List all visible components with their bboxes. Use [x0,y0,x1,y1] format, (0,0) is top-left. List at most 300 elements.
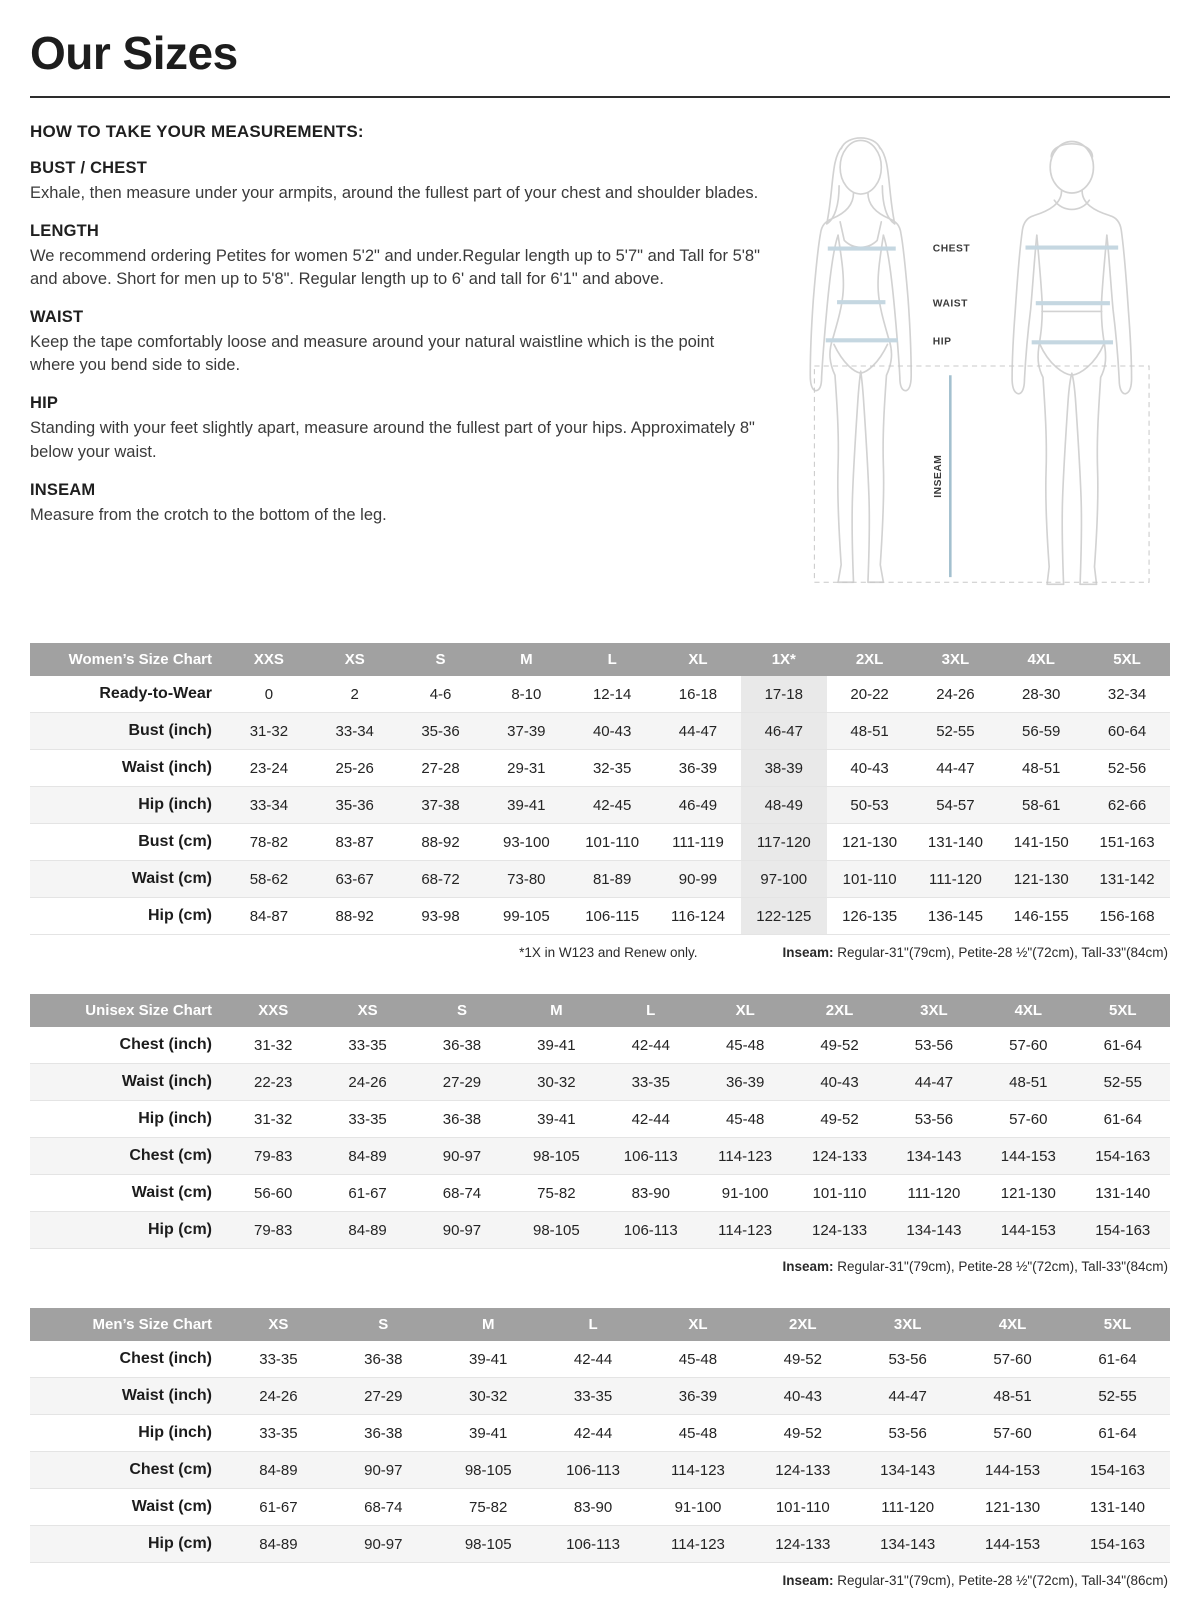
size-value-cell: 57-60 [1009,1036,1048,1054]
size-value-cell: 106-115 [585,907,640,925]
size-value-cell: 53-56 [914,1036,954,1054]
size-value-cell: 81-89 [592,870,632,888]
row-label: Bust (cm) [138,833,212,850]
row-label: Chest (inch) [119,1036,212,1053]
size-value-cell: 27-29 [364,1387,403,1405]
measure-section-title: BUST / CHEST [30,159,147,177]
size-value-cell: 75-82 [537,1184,576,1202]
size-column-header: XXS [226,643,312,676]
row-label: Waist (inch) [121,759,212,776]
size-value-cell: 56-60 [254,1184,293,1202]
size-chart-table [30,1308,1170,1563]
size-value-cell: 156-168 [1099,907,1155,925]
size-value-cell: 141-150 [1013,833,1069,851]
mens-size-chart-section [30,1308,1170,1588]
size-value-cell: 106-113 [623,1147,678,1165]
size-chart-table [30,643,1170,935]
size-value-cell: 114-123 [718,1147,773,1165]
size-value-cell: 97-100 [741,861,827,898]
measurement-row [30,1212,1170,1249]
size-value-cell: 48-51 [1022,759,1061,777]
size-value-cell: 53-56 [888,1424,927,1442]
size-value-cell: 117-120 [741,824,827,861]
size-value-cell: 33-35 [259,1350,298,1368]
size-value-cell: 48-51 [1009,1073,1048,1091]
unisex-size-chart-section [30,994,1170,1274]
size-header-row [30,643,1170,676]
size-column-header: 2XL [750,1308,855,1341]
size-value-cell: 57-60 [993,1424,1032,1442]
size-value-cell: 22-23 [254,1073,293,1091]
size-value-cell: 40-43 [592,722,632,740]
size-value-cell: 134-143 [880,1461,936,1479]
size-value-cell: 88-92 [335,907,374,925]
size-value-cell: 63-67 [335,870,374,888]
size-value-cell: 90-97 [364,1535,403,1553]
measure-section-title: LENGTH [30,222,100,241]
measure-section-title: WAIST [30,308,84,327]
size-column-header: XS [320,994,414,1027]
size-value-cell: 33-35 [259,1424,298,1442]
size-value-cell: 88-92 [421,833,460,851]
size-value-cell: 53-56 [914,1110,954,1128]
size-value-cell: 20-22 [850,685,889,703]
size-value-cell: 90-97 [442,1221,482,1239]
size-value-cell: 52-56 [1107,759,1147,777]
woman-figure-outline [810,138,911,582]
size-value-cell: 98-105 [533,1147,580,1165]
size-value-cell: 61-64 [1103,1110,1142,1128]
inseam-diagram-label: INSEAM [933,454,945,498]
measure-section-body: We recommend ordering Petites for women 5'2" and under.Regular length up to 5'7" and Tall for 5'8" and above. Short for men up to 5'8". Regular length up to 6' and tall for 6'1" and above. [30,247,760,289]
size-column-header: XXS [226,994,320,1027]
measurement-row [30,1138,1170,1175]
size-column-header: 5XL [1084,643,1170,676]
size-value-cell: 99-105 [502,907,550,925]
size-value-cell: 33-34 [249,796,289,814]
size-value-cell: 50-53 [850,796,889,814]
measurement-row [30,1378,1170,1415]
size-value-cell: 106-113 [566,1461,621,1479]
size-value-cell: 0 [264,685,274,703]
size-value-cell: 31-32 [249,722,289,740]
size-value-cell: 35-36 [421,722,460,740]
size-header-row [30,1308,1170,1341]
row-label: Hip (inch) [138,1110,212,1127]
size-column-header: 5XL [1065,1308,1170,1341]
row-label: Waist (inch) [121,1387,212,1404]
size-value-cell: 91-100 [721,1184,769,1202]
size-column-header: 4XL [998,643,1084,676]
size-value-cell: 114-123 [670,1461,725,1479]
size-value-cell: 144-153 [1000,1147,1056,1165]
size-value-cell: 49-52 [820,1110,859,1128]
size-column-header: XS [226,1308,331,1341]
size-value-cell: 49-52 [783,1350,822,1368]
size-value-cell: 68-74 [442,1184,482,1202]
size-value-cell: 101-110 [585,833,640,851]
size-value-cell: 122-125 [741,898,827,935]
size-value-cell: 42-44 [573,1350,613,1368]
size-value-cell: 111-119 [672,833,724,851]
size-value-cell: 44-47 [914,1073,954,1091]
table-title: Unisex Size Chart [30,994,226,1027]
table-title: Women’s Size Chart [30,643,226,676]
size-value-cell: 48-51 [850,722,889,740]
size-value-cell: 38-39 [741,750,827,787]
measure-section-title: INSEAM [30,480,96,499]
measurement-row [30,1101,1170,1138]
measurement-row [30,750,1170,787]
size-column-header: XL [655,643,741,676]
size-value-cell: 46-49 [678,796,718,814]
footnote-inseam-note: Inseam: Regular-31"(79cm), Petite-28 ½"(72cm), Tall-33"(84cm) [782,1259,1168,1274]
size-value-cell: 57-60 [1009,1110,1048,1128]
size-value-cell: 32-35 [592,759,632,777]
size-value-cell: 29-31 [507,759,546,777]
size-value-cell: 124-133 [775,1461,831,1479]
how-to-heading: HOW TO TAKE YOUR MEASUREMENTS: [30,122,364,141]
table-title: Men’s Size Chart [30,1308,226,1341]
size-value-cell: 33-35 [348,1036,387,1054]
measure-section-bust-chest [30,159,760,205]
size-value-cell: 131-140 [1095,1184,1151,1202]
size-value-cell: 24-26 [259,1387,298,1405]
title-divider [30,96,1170,98]
size-value-cell: 37-39 [507,722,546,740]
size-value-cell: 131-140 [927,833,983,851]
size-column-header: 5XL [1076,994,1170,1027]
size-value-cell: 46-47 [741,713,827,750]
size-value-cell: 90-97 [442,1147,482,1165]
size-value-cell: 106-113 [566,1535,621,1553]
row-label: Hip (inch) [138,1424,212,1441]
size-value-cell: 131-142 [1099,870,1155,888]
size-value-cell: 61-67 [348,1184,387,1202]
size-value-cell: 121-130 [985,1498,1041,1516]
size-value-cell: 114-123 [670,1535,725,1553]
size-value-cell: 24-26 [348,1073,387,1091]
size-value-cell: 93-98 [421,907,460,925]
measure-section-body: Measure from the crotch to the bottom of the leg. [30,505,387,524]
size-value-cell: 111-120 [881,1498,935,1516]
size-value-cell: 68-74 [364,1498,403,1516]
size-value-cell: 52-55 [1098,1387,1137,1405]
size-value-cell: 36-38 [364,1424,403,1442]
row-label: Hip (cm) [148,907,212,924]
size-column-header: 2XL [792,994,886,1027]
size-column-header: M [483,643,569,676]
size-value-cell: 45-48 [678,1350,718,1368]
size-value-cell: 90-97 [364,1461,403,1479]
size-value-cell: 42-44 [573,1424,613,1442]
size-value-cell: 42-45 [592,796,632,814]
measurement-row [30,824,1170,861]
size-column-header: S [331,1308,436,1341]
size-value-cell: 61-64 [1103,1036,1142,1054]
size-value-cell: 84-87 [249,907,289,925]
size-value-cell: 83-87 [335,833,374,851]
size-value-cell: 83-90 [631,1184,670,1202]
size-value-cell: 45-48 [725,1110,765,1128]
size-value-cell: 39-41 [537,1036,576,1054]
size-column-header: L [604,994,698,1027]
size-value-cell: 28-30 [1022,685,1061,703]
size-value-cell: 144-153 [985,1461,1041,1479]
row-label: Chest (inch) [119,1350,212,1367]
size-column-header: M [509,994,603,1027]
measurement-row [30,1415,1170,1452]
chest-diagram-label: CHEST [932,243,971,255]
size-value-cell: 36-38 [442,1110,482,1128]
size-value-cell: 146-155 [1013,907,1069,925]
measurement-instructions-area [30,122,1170,613]
size-value-cell: 91-100 [674,1498,722,1516]
row-label: Chest (cm) [129,1147,212,1164]
size-value-cell: 57-60 [993,1350,1032,1368]
size-value-cell: 121-130 [1000,1184,1056,1202]
size-value-cell: 75-82 [469,1498,508,1516]
size-value-cell: 56-59 [1022,722,1061,740]
size-value-cell: 134-143 [880,1535,936,1553]
size-value-cell: 101-110 [812,1184,867,1202]
size-column-header: S [398,643,484,676]
size-value-cell: 90-99 [678,870,718,888]
size-value-cell: 36-39 [725,1073,765,1091]
size-value-cell: 4-6 [429,685,452,703]
size-value-cell: 121-130 [842,833,898,851]
size-value-cell: 98-105 [533,1221,580,1239]
size-value-cell: 84-89 [259,1535,298,1553]
size-value-cell: 33-34 [335,722,374,740]
row-label: Ready-to-Wear [99,685,212,702]
size-value-cell: 154-163 [1095,1147,1151,1165]
size-value-cell: 98-105 [464,1461,512,1479]
size-value-cell: 40-43 [783,1387,822,1405]
womens-size-chart-section [30,643,1170,960]
size-value-cell: 68-72 [421,870,460,888]
size-value-cell: 101-110 [775,1498,830,1516]
size-value-cell: 39-41 [469,1424,508,1442]
size-value-cell: 24-26 [936,685,975,703]
size-value-cell: 114-123 [718,1221,773,1239]
size-value-cell: 134-143 [906,1147,962,1165]
size-column-header: 3XL [855,1308,960,1341]
size-value-cell: 44-47 [936,759,975,777]
table-footnotes [30,945,1168,960]
size-value-cell: 60-64 [1107,722,1147,740]
size-value-cell: 42-44 [631,1036,670,1054]
size-column-header: L [569,643,655,676]
size-value-cell: 61-64 [1098,1350,1137,1368]
row-label: Hip (cm) [148,1221,212,1238]
hip-diagram-label: HIP [932,336,952,348]
row-label: Waist (inch) [121,1073,212,1090]
size-value-cell: 48-51 [993,1387,1032,1405]
measure-section-body: Exhale, then measure under your armpits, around the fullest part of your chest and shoulder blades. [30,184,759,202]
table-footnotes [30,1573,1168,1588]
size-value-cell: 23-24 [249,759,289,777]
size-value-cell: 62-66 [1107,796,1147,814]
size-value-cell: 36-39 [678,759,718,777]
size-header-row [30,994,1170,1027]
size-value-cell: 84-89 [259,1461,298,1479]
size-value-cell: 36-39 [678,1387,718,1405]
size-value-cell: 58-61 [1022,796,1061,814]
footnote-inseam-note: Inseam: Regular-31"(79cm), Petite-28 ½"(72cm), Tall-33"(84cm) [782,945,1168,960]
measurement-row [30,898,1170,935]
size-chart-table [30,994,1170,1249]
size-column-header: XS [312,643,398,676]
size-value-cell: 52-55 [1103,1073,1142,1091]
size-value-cell: 39-41 [507,796,546,814]
measure-section-title: HIP [30,394,59,413]
size-value-cell: 36-38 [442,1036,482,1054]
size-value-cell: 106-113 [623,1221,678,1239]
size-value-cell: 124-133 [812,1221,868,1239]
size-value-cell: 151-163 [1099,833,1155,851]
size-value-cell: 45-48 [725,1036,765,1054]
size-value-cell: 79-83 [254,1221,293,1239]
footnote-asterisk-note: *1X in W123 and Renew only. [519,945,698,960]
size-column-header: M [436,1308,541,1341]
measurement-row [30,1175,1170,1212]
row-label: Bust (inch) [128,722,212,739]
size-value-cell: 154-163 [1095,1221,1151,1239]
size-value-cell: 73-80 [507,870,546,888]
size-value-cell: 42-44 [631,1110,670,1128]
size-value-cell: 36-38 [364,1350,403,1368]
size-value-cell: 30-32 [469,1387,508,1405]
measure-section-length [30,222,760,291]
size-value-cell: 79-83 [254,1147,293,1165]
instructions-column [30,122,778,527]
measurement-row [30,1341,1170,1378]
size-value-cell: 83-90 [573,1498,613,1516]
size-value-cell: 48-49 [741,787,827,824]
measurement-row [30,1489,1170,1526]
size-column-header: 4XL [960,1308,1065,1341]
size-value-cell: 12-14 [592,685,632,703]
footnote-inseam-note: Inseam: Regular-31"(79cm), Petite-28 ½"(72cm), Tall-34"(86cm) [782,1573,1168,1588]
row-label: Chest (cm) [129,1461,212,1478]
measurement-row [30,1064,1170,1101]
row-label: Waist (cm) [131,1498,212,1515]
measurement-row [30,713,1170,750]
page-title: Our Sizes [30,27,238,79]
size-value-cell: 25-26 [335,759,374,777]
size-value-cell: 27-29 [442,1073,482,1091]
size-value-cell: 101-110 [842,870,897,888]
row-label: Waist (cm) [131,1184,212,1201]
size-column-header: 3XL [887,994,981,1027]
size-value-cell: 111-120 [907,1184,961,1202]
measure-section-hip [30,394,760,463]
size-value-cell: 35-36 [335,796,374,814]
size-value-cell: 45-48 [678,1424,718,1442]
row-label: Hip (inch) [138,796,212,813]
size-value-cell: 134-143 [906,1221,962,1239]
size-value-cell: 58-62 [249,870,289,888]
measurement-row [30,1526,1170,1563]
size-value-cell: 40-43 [850,759,889,777]
size-value-cell: 54-57 [936,796,975,814]
waist-diagram-label: WAIST [932,298,968,310]
measurement-lines [826,248,1118,343]
size-column-header: 2XL [827,643,913,676]
size-value-cell: 131-140 [1089,1498,1146,1516]
size-column-header: XL [698,994,792,1027]
size-value-cell: 16-18 [678,685,718,703]
size-value-cell: 39-41 [469,1350,508,1368]
size-value-cell: 49-52 [783,1424,822,1442]
size-column-header: L [541,1308,646,1341]
size-column-header: S [415,994,509,1027]
size-value-cell: 44-47 [888,1387,927,1405]
size-value-cell: 49-52 [820,1036,859,1054]
size-value-cell: 121-130 [1013,870,1069,888]
size-value-cell: 98-105 [464,1535,512,1553]
measurement-row [30,1027,1170,1064]
measurement-row [30,676,1170,713]
measurement-row [30,1452,1170,1489]
size-column-header: XL [646,1308,751,1341]
size-column-header: 3XL [913,643,999,676]
size-value-cell: 61-67 [259,1498,298,1516]
size-value-cell: 32-34 [1107,685,1147,703]
measure-section-waist [30,308,760,377]
size-column-header: 1X* [741,643,827,676]
size-value-cell: 154-163 [1089,1461,1146,1479]
size-value-cell: 136-145 [927,907,983,925]
row-label: Waist (cm) [131,870,212,887]
size-value-cell: 154-163 [1089,1535,1146,1553]
size-value-cell: 33-35 [631,1073,670,1091]
size-value-cell: 93-100 [502,833,550,851]
size-value-cell: 144-153 [1000,1221,1056,1239]
size-value-cell: 61-64 [1098,1424,1137,1442]
measure-section-body: Standing with your feet slightly apart, measure around the fullest part of your hips. Approximately 8" below your waist. [30,419,755,461]
size-value-cell: 124-133 [812,1147,868,1165]
size-value-cell: 53-56 [888,1350,927,1368]
size-value-cell: 8-10 [511,685,542,703]
size-value-cell: 31-32 [254,1036,293,1054]
size-value-cell: 78-82 [249,833,289,851]
size-value-cell: 37-38 [421,796,460,814]
size-value-cell: 52-55 [936,722,975,740]
measurement-row [30,787,1170,824]
man-figure-outline [1012,142,1131,585]
size-value-cell: 116-124 [671,907,725,925]
table-footnotes [30,1259,1168,1274]
size-value-cell: 27-28 [421,759,460,777]
measurement-row [30,861,1170,898]
size-value-cell: 2 [350,685,359,703]
size-value-cell: 84-89 [348,1221,387,1239]
size-value-cell: 39-41 [537,1110,576,1128]
measure-section-inseam [30,481,760,527]
measure-section-body: Keep the tape comfortably loose and measure around your natural waistline which is the point where you bend side to side. [30,333,715,375]
body-figures-illustration [778,124,1170,608]
size-value-cell: 33-35 [573,1387,613,1405]
row-label: Hip (cm) [148,1535,212,1552]
size-column-header: 4XL [981,994,1075,1027]
size-value-cell: 84-89 [348,1147,387,1165]
size-value-cell: 126-135 [842,907,898,925]
size-value-cell: 40-43 [820,1073,859,1091]
size-value-cell: 33-35 [348,1110,387,1128]
size-value-cell: 111-120 [928,870,982,888]
